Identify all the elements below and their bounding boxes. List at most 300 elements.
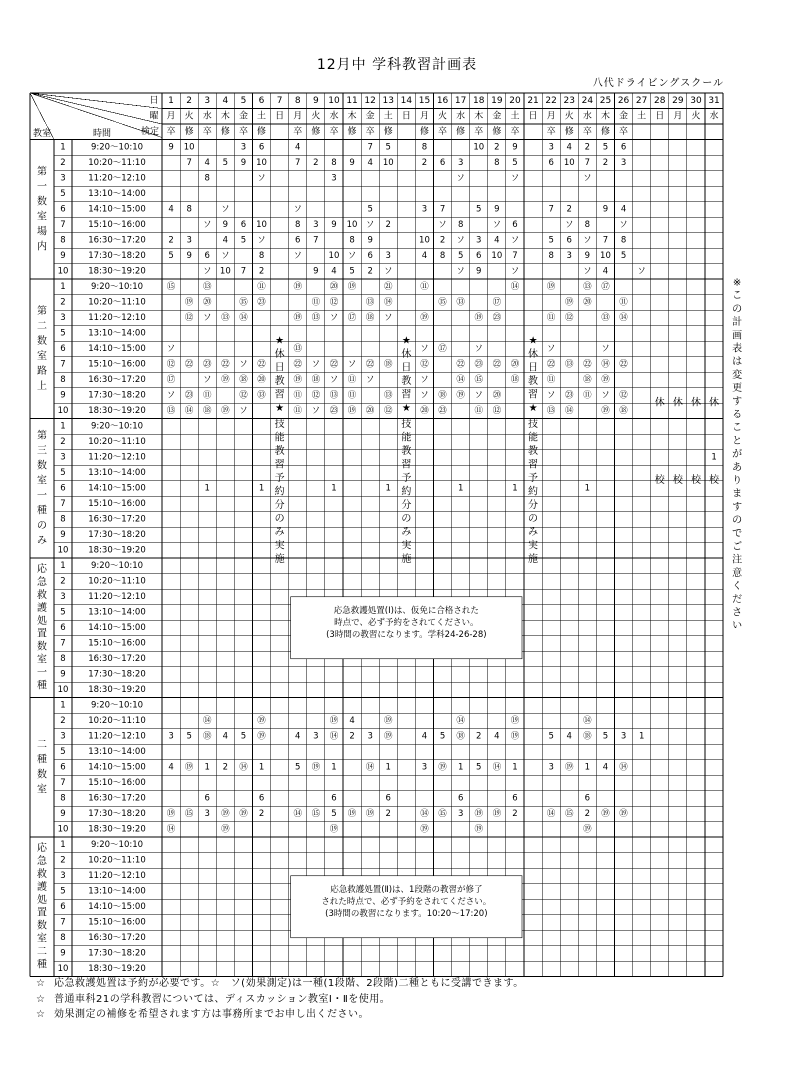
- schedule-entry: ㉒: [293, 359, 303, 370]
- schedule-entry: 2: [602, 157, 609, 168]
- period-time: 16:30～17:20: [88, 793, 146, 804]
- schedule-entry: 6: [295, 235, 301, 246]
- schedule-entry: 5: [222, 157, 229, 168]
- period-time: 17:30～18:20: [88, 808, 146, 819]
- day-number: 26: [617, 95, 630, 106]
- schedule-entry: ⑰: [347, 312, 357, 323]
- period-number: 7: [60, 917, 66, 928]
- schedule-entry: 1: [331, 483, 337, 494]
- kentei-mark: 修: [419, 126, 429, 137]
- schedule-entry: 6: [385, 793, 391, 804]
- schedule-entry: ソ: [202, 219, 212, 230]
- schedule-entry: ソ: [311, 359, 321, 370]
- period-time: 15:10～16:00: [88, 638, 146, 649]
- schedule-entry: 8: [349, 235, 355, 246]
- schedule-entry: ⑳: [420, 405, 429, 416]
- schedule-entry: 3: [566, 250, 572, 261]
- schedule-entry: 3: [457, 157, 464, 168]
- weekday: 水: [202, 111, 212, 122]
- schedule-entry: ㉒: [456, 359, 465, 370]
- schedule-entry: ⑳: [257, 374, 266, 385]
- schedule-entry: 2: [439, 235, 446, 246]
- day-number: 20: [509, 95, 521, 106]
- holiday-text-char: 分: [401, 500, 412, 511]
- schedule-entry: ソ: [474, 390, 484, 401]
- schedule-entry: ソ: [365, 219, 375, 230]
- kentei-mark: 修: [492, 126, 502, 137]
- schedule-entry: 4: [566, 731, 572, 742]
- schedule-entry: ⑲: [329, 824, 339, 835]
- schedule-entry: 9: [186, 250, 192, 261]
- period-number: 1: [60, 560, 66, 571]
- schedule-entry: ⑱: [365, 312, 375, 323]
- holiday-text-char: ★: [528, 403, 538, 414]
- room-name-char: 護: [37, 602, 47, 614]
- schedule-entry: ソ: [510, 235, 520, 246]
- schedule-entry: 3: [240, 142, 247, 153]
- weekday: 火: [691, 111, 701, 122]
- weekday: 水: [329, 111, 339, 122]
- schedule-entry: 5: [331, 808, 337, 819]
- schedule-entry: 1: [512, 762, 518, 773]
- room-name-char: の: [37, 520, 47, 532]
- schedule-entry: 3: [548, 762, 554, 773]
- schedule-entry: 5: [295, 762, 301, 773]
- schedule-entry: 1: [457, 483, 464, 494]
- day-number: 14: [400, 95, 413, 106]
- schedule-entry: ソ: [329, 312, 339, 323]
- period-time: 15:10～16:00: [88, 359, 146, 370]
- schedule-entry: ⑲: [166, 808, 176, 819]
- schedule-entry: ソ: [166, 343, 176, 354]
- holiday-text-char: 教: [401, 446, 412, 457]
- schedule-entry: ⑮: [438, 297, 447, 308]
- schedule-entry: 6: [584, 793, 591, 804]
- footnote-2: [36, 992, 524, 1008]
- schedule-entry: ソ: [420, 390, 429, 401]
- schedule-entry: ⑫: [166, 359, 176, 370]
- schedule-entry: 10: [256, 219, 267, 230]
- period-number: 10: [57, 545, 69, 556]
- schedule-entry: ソ: [293, 250, 303, 261]
- schedule-entry: 1: [457, 762, 464, 773]
- schedule-entry: ⑲: [474, 808, 484, 819]
- schedule-entry: ソ: [202, 374, 212, 385]
- schedule-entry: ㉒: [619, 359, 628, 370]
- schedule-entry: 2: [385, 808, 391, 819]
- schedule-entry: ソ: [329, 374, 339, 385]
- schedule-entry: ソ: [293, 204, 303, 215]
- period-number: 6: [60, 762, 66, 773]
- schedule-entry: 4: [349, 715, 355, 726]
- schedule-entry: ソ: [239, 405, 248, 416]
- side-note-char: 変: [732, 369, 743, 381]
- weekday: 水: [709, 111, 719, 122]
- room-name-char: 路: [37, 365, 47, 377]
- day-number: 15: [418, 95, 431, 106]
- schedule-entry: 8: [258, 250, 265, 261]
- holiday-text-char: 予: [274, 473, 285, 484]
- info-box-text: 時点で、必ず予約をされてください。: [334, 617, 479, 628]
- schedule-entry: ⑱: [311, 374, 321, 385]
- holiday-text-char: ★: [275, 335, 285, 347]
- schedule-entry: ⑲: [293, 374, 303, 385]
- schedule-entry: ⑱: [583, 731, 592, 742]
- schedule-entry: ⑬: [583, 281, 592, 292]
- schedule-entry: 9: [168, 142, 174, 153]
- period-time: 13:10～14:00: [88, 188, 146, 199]
- kentei-mark: 卒: [474, 126, 484, 137]
- kentei-mark: 修: [564, 126, 574, 137]
- side-note-char: が: [732, 449, 743, 461]
- document-title: 12月中 学科教習計画表: [316, 57, 478, 73]
- schedule-entry: ㉒: [221, 359, 230, 370]
- period-time: 10:20～11:10: [88, 855, 146, 866]
- schedule-entry: ⑫: [311, 390, 321, 401]
- holiday-text-char: の: [401, 513, 412, 525]
- period-time: 15:10～16:00: [88, 498, 146, 509]
- room-name-char: 一: [37, 667, 47, 679]
- period-time: 9:20～10:10: [90, 560, 144, 571]
- room-name-char: 第: [37, 430, 47, 442]
- period-time: 13:10～14:00: [88, 467, 146, 478]
- schedule-entry: ⑬: [365, 297, 375, 308]
- weekday: 木: [220, 111, 230, 122]
- holiday-text-char: 休: [528, 349, 539, 360]
- weekday: 日: [655, 111, 665, 122]
- schedule-entry: ⑬: [202, 281, 212, 292]
- holiday-text-char: 能: [274, 432, 285, 444]
- schedule-entry: ⑭: [329, 731, 339, 742]
- room-name-char: 処: [37, 615, 47, 627]
- schedule-entry: 6: [476, 250, 482, 261]
- period-time: 14:10～15:00: [88, 901, 146, 912]
- schedule-entry: ⑭: [420, 808, 429, 819]
- side-note-char: ※: [732, 277, 742, 289]
- schedule-entry: ⑭: [601, 359, 610, 370]
- schedule-entry: ⑫: [383, 405, 393, 416]
- room-name-char: 二: [37, 320, 47, 332]
- side-note-char: 計: [732, 317, 743, 329]
- schedule-entry: ⑮: [166, 281, 176, 292]
- schedule-entry: 5: [385, 142, 391, 153]
- side-note-char: 更: [732, 383, 743, 395]
- period-time: 18:30～19:20: [88, 824, 146, 835]
- schedule-entry: ⑪: [347, 390, 357, 401]
- schedule-entry: ⑬: [257, 390, 266, 401]
- schedule-entry: ⑬: [601, 312, 610, 323]
- info-box-text: 応急救護処置(Ⅰ)は、仮免に合格された: [333, 605, 479, 616]
- schedule-entry: ⑬: [546, 405, 556, 416]
- period-time: 18:30～19:20: [88, 266, 146, 277]
- weekday: 火: [311, 111, 321, 122]
- weekday: 火: [184, 111, 194, 122]
- day-number: 10: [328, 95, 340, 106]
- info-box-text: 応急救護処置(Ⅱ)は、1段階の教習が修了: [330, 884, 483, 895]
- schedule-entry: 5: [457, 250, 464, 261]
- period-number: 8: [60, 793, 66, 804]
- period-time: 11:20～12:10: [88, 452, 146, 463]
- schedule-entry: ⑳: [583, 297, 592, 308]
- schedule-entry: ⑭: [456, 715, 465, 726]
- kentei-mark: 卒: [510, 126, 520, 137]
- schedule-entry: ⑲: [184, 762, 194, 773]
- schedule-entry: ソ: [601, 390, 610, 401]
- kentei-mark: 修: [383, 126, 393, 137]
- period-time: 17:30～18:20: [88, 390, 146, 401]
- schedule-entry: ⑲: [221, 405, 230, 416]
- schedule-entry: 2: [584, 808, 591, 819]
- schedule-entry: 3: [620, 157, 627, 168]
- schedule-entry: 9: [494, 204, 500, 215]
- schedule-entry: 3: [385, 250, 391, 261]
- schedule-entry: ソ: [383, 312, 393, 323]
- schedule-entry: ⑬: [329, 390, 339, 401]
- schedule-entry: ⑲: [221, 824, 230, 835]
- period-time: 17:30～18:20: [88, 529, 146, 540]
- holiday-text-char: 日: [401, 362, 412, 374]
- schedule-entry: ⑲: [383, 731, 393, 742]
- kentei-mark: 卒: [438, 126, 448, 137]
- holiday-text-char: ★: [275, 403, 285, 414]
- kentei-mark: 卒: [582, 126, 592, 137]
- schedule-entry: ソ: [420, 374, 429, 385]
- period-number: 9: [60, 808, 66, 819]
- holiday-text-char: 教: [401, 376, 412, 387]
- schedule-entry: 8: [457, 219, 464, 230]
- period-number: 9: [60, 250, 66, 261]
- schedule-entry: 5: [367, 204, 373, 215]
- period-number: 5: [60, 188, 66, 199]
- schedule-entry: 7: [512, 250, 518, 261]
- holiday-text-char: 実: [274, 540, 285, 552]
- period-number: 7: [60, 498, 66, 509]
- schedule-entry: ⑲: [347, 405, 357, 416]
- schedule-entry: ソ: [564, 219, 574, 230]
- period-time: 11:20～12:10: [88, 173, 146, 184]
- schedule-entry: ⑲: [311, 762, 321, 773]
- schedule-entry: 1: [385, 483, 391, 494]
- schedule-entry: 2: [258, 808, 265, 819]
- period-time: 13:10～14:00: [88, 607, 146, 618]
- schedule-entry: 4: [602, 266, 609, 277]
- day-number: 16: [436, 95, 449, 106]
- holiday-text-char: 日: [274, 362, 285, 374]
- kentei-mark: 卒: [365, 126, 375, 137]
- schedule-entry: ソ: [510, 266, 520, 277]
- schedule-entry: 3: [548, 142, 554, 153]
- schedule-entry: 5: [476, 762, 482, 773]
- room-name-char: 二: [37, 946, 47, 958]
- holiday-text-char: 能: [401, 432, 412, 444]
- closed-label: 休: [654, 397, 665, 409]
- room-name-char: 三: [37, 445, 47, 457]
- schedule-entry: 5: [548, 235, 554, 246]
- period-time: 17:30～18:20: [88, 948, 146, 959]
- holiday-text-char: 習: [401, 459, 412, 471]
- closed-label: 校: [709, 475, 720, 486]
- holiday-text-char: 休: [401, 349, 412, 360]
- period-number: 6: [60, 901, 66, 912]
- period-number: 1: [60, 839, 66, 850]
- weekday: 月: [673, 111, 683, 122]
- holiday-text-char: 教: [528, 376, 539, 387]
- schedule-entry: 4: [222, 235, 229, 246]
- kentei-mark: 卒: [166, 126, 176, 137]
- side-note-char: 意: [732, 567, 743, 579]
- period-time: 9:20～10:10: [90, 142, 144, 153]
- schedule-entry: 8: [186, 204, 192, 215]
- schedule-entry: ⑲: [293, 281, 303, 292]
- schedule-entry: ⑭: [619, 762, 628, 773]
- footnote-1: [36, 976, 524, 992]
- period-number: 2: [60, 715, 66, 726]
- period-number: 8: [60, 235, 66, 246]
- holiday-text-char: 予: [528, 473, 539, 484]
- closed-label: 校: [654, 475, 665, 486]
- schedule-entry: 2: [367, 266, 373, 277]
- room-name-char: 上: [37, 380, 47, 392]
- schedule-entry: ⑫: [619, 390, 628, 401]
- schedule-entry: ㉑: [383, 281, 393, 292]
- period-time: 17:30～18:20: [88, 669, 146, 680]
- schedule-entry: ㉓: [184, 390, 194, 401]
- schedule-entry: 6: [512, 793, 518, 804]
- holiday-text-char: 教: [528, 446, 539, 457]
- schedule-entry: ⑬: [383, 390, 393, 401]
- schedule-entry: ソ: [347, 250, 357, 261]
- period-number: 3: [60, 731, 66, 742]
- schedule-entry: ⑪: [293, 405, 303, 416]
- schedule-entry: ⑭: [510, 281, 520, 292]
- period-time: 13:10～14:00: [88, 886, 146, 897]
- holiday-text-char: の: [528, 513, 539, 525]
- period-number: 5: [60, 886, 66, 897]
- schedule-entry: ソ: [221, 250, 230, 261]
- schedule-entry: 8: [331, 157, 337, 168]
- schedule-entry: 6: [620, 142, 627, 153]
- period-number: 6: [60, 343, 66, 354]
- schedule-entry: 9: [222, 219, 229, 230]
- schedule-entry: 8: [204, 173, 210, 184]
- period-time: 16:30～17:20: [88, 932, 146, 943]
- schedule-entry: ⑮: [184, 808, 194, 819]
- holiday-text-char: 休: [274, 349, 285, 360]
- day-number: 23: [563, 95, 575, 106]
- kentei-mark: 卒: [329, 126, 339, 137]
- schedule-entry: ⑪: [583, 390, 592, 401]
- day-number: 2: [186, 95, 193, 106]
- room-name-char: 救: [37, 868, 47, 880]
- period-number: 1: [60, 281, 66, 292]
- room-name-char: 第: [37, 166, 47, 178]
- room-name-char: 急: [37, 855, 47, 867]
- day-number: 19: [491, 95, 503, 106]
- schedule-entry: 6: [258, 142, 265, 153]
- schedule-entry: 1: [638, 731, 645, 742]
- weekday: 土: [510, 111, 520, 122]
- schedule-entry: ソ: [583, 173, 592, 184]
- schedule-entry: ⑪: [347, 374, 357, 385]
- schedule-entry: 2: [222, 762, 229, 773]
- schedule-entry: 2: [313, 157, 319, 168]
- schedule-entry: 9: [240, 157, 247, 168]
- day-number: 21: [527, 95, 539, 106]
- schedule-entry: 1: [385, 762, 391, 773]
- schedule-entry: ⑪: [202, 390, 212, 401]
- schedule-entry: ソ: [257, 235, 266, 246]
- schedule-entry: 7: [548, 204, 554, 215]
- day-number: 8: [294, 95, 301, 106]
- schedule-entry: ⑪: [293, 390, 303, 401]
- schedule-entry: ソ: [221, 204, 230, 215]
- schedule-entry: 8: [295, 219, 301, 230]
- period-time: 13:10～14:00: [88, 746, 146, 757]
- star-icon: ☆: [36, 978, 46, 989]
- schedule-entry: ⑭: [583, 715, 592, 726]
- schedule-entry: ソ: [166, 390, 176, 401]
- room-name-char: 室: [37, 350, 47, 362]
- weekday: 木: [600, 111, 610, 122]
- room-name-char: 種: [37, 959, 47, 971]
- period-time: 11:20～12:10: [88, 731, 146, 742]
- schedule-entry: 3: [620, 731, 627, 742]
- holiday-text-char: ★: [528, 335, 538, 347]
- schedule-entry: 2: [385, 219, 391, 230]
- schedule-entry: ソ: [474, 343, 484, 354]
- schedule-entry: ⑱: [239, 374, 248, 385]
- schedule-entry: ⑲: [184, 297, 194, 308]
- weekday: 土: [637, 111, 647, 122]
- schedule-entry: ⑭: [239, 312, 248, 323]
- kentei-mark: 修: [456, 126, 466, 137]
- holiday-text-char: み: [274, 527, 285, 538]
- period-time: 16:30～17:20: [88, 235, 146, 246]
- holiday-text-char: 分: [274, 500, 285, 511]
- period-time: 9:20～10:10: [90, 700, 144, 711]
- schedule-entry: ⑪: [311, 297, 321, 308]
- schedule-entry: 9: [367, 235, 373, 246]
- schedule-entry: 2: [421, 157, 428, 168]
- period-time: 15:10～16:00: [88, 219, 146, 230]
- period-time: 18:30～19:20: [88, 963, 146, 974]
- closed-label: 休: [672, 397, 683, 409]
- day-number: 5: [240, 95, 247, 106]
- room-name-char: 場: [37, 226, 47, 238]
- day-header-label: 日: [149, 95, 159, 106]
- schedule-entry: 10: [328, 250, 340, 261]
- side-note-char: ま: [732, 488, 743, 500]
- schedule-entry: 5: [349, 266, 355, 277]
- holiday-text-char: 技: [274, 419, 285, 430]
- schedule-entry: 8: [584, 219, 591, 230]
- holiday-text-char: 習: [274, 389, 285, 401]
- period-number: 6: [60, 483, 66, 494]
- schedule-entry: 5: [602, 142, 609, 153]
- schedule-entry: 1: [331, 762, 337, 773]
- schedule-entry: ⑲: [221, 374, 230, 385]
- day-number: 17: [454, 95, 467, 106]
- room-name-char: 救: [37, 589, 47, 601]
- room-name-char: 応: [37, 842, 47, 854]
- weekday: 土: [257, 111, 267, 122]
- schedule-entry: ソ: [456, 266, 465, 277]
- schedule-entry: 6: [331, 793, 337, 804]
- period-number: 7: [60, 777, 66, 788]
- holiday-text-char: 約: [401, 486, 412, 498]
- side-note-char: 画: [732, 330, 743, 342]
- schedule-entry: ⑭: [456, 374, 465, 385]
